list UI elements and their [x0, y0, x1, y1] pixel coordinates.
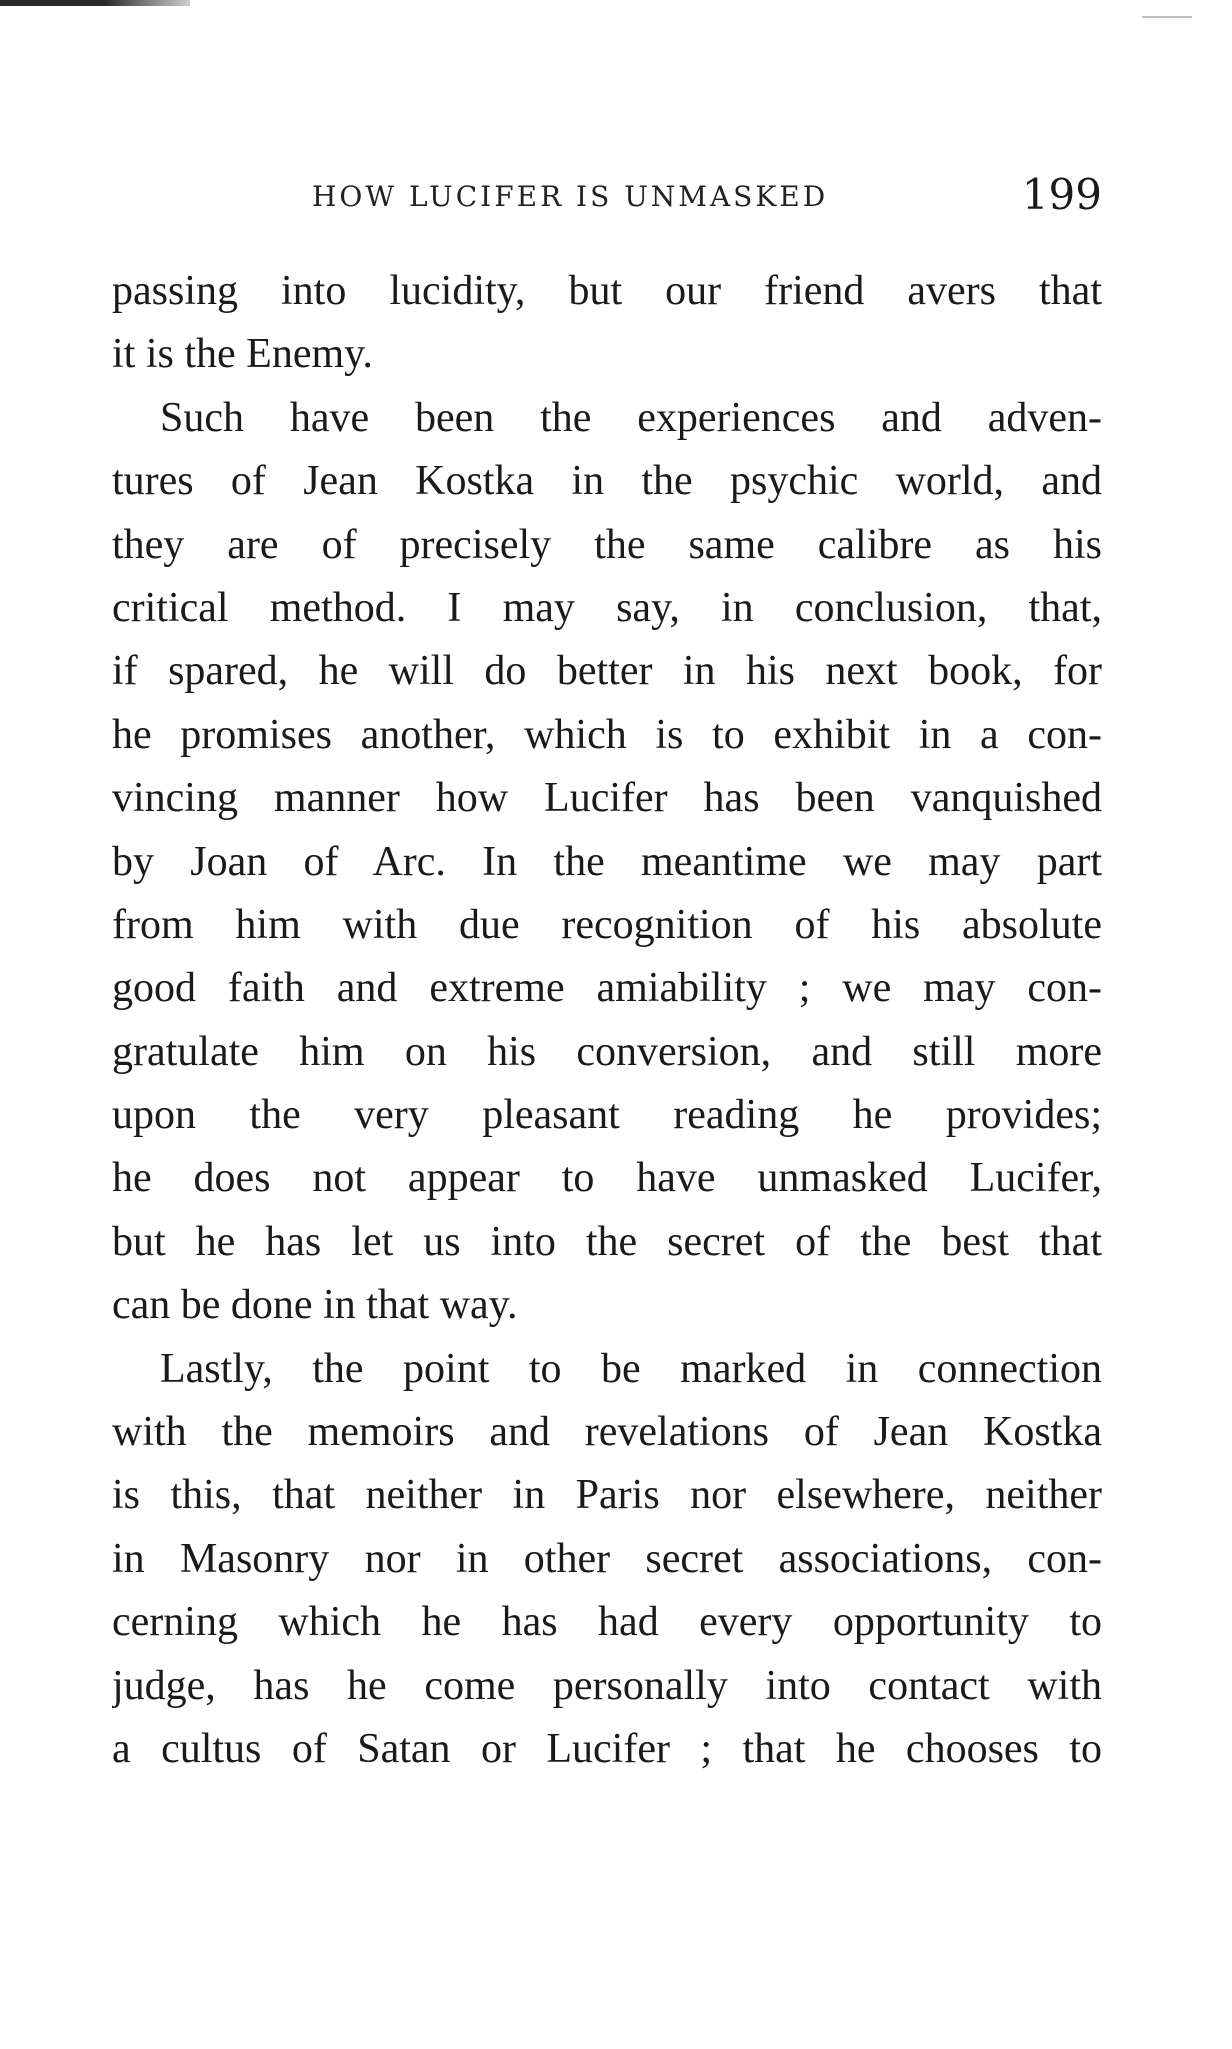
text-line: it is the Enemy.: [112, 331, 373, 378]
text-line: from him with due recognition of his absolute: [112, 901, 1102, 948]
text-line: but he has let us into the secret of the best that: [112, 1218, 1102, 1265]
text-line: tures of Jean Kostka in the psychic world, and: [112, 458, 1102, 505]
text-line: by Joan of Arc. In the meantime we may part: [112, 838, 1102, 885]
text-line: judge, has he come personally into contact with: [112, 1662, 1102, 1709]
text-line: he does not appear to have unmasked Lucifer,: [112, 1155, 1102, 1202]
text-line: is this, that neither in Paris nor elsewhere, neither: [112, 1472, 1102, 1519]
text-line: critical method. I may say, in conclusion, that,: [112, 584, 1102, 631]
scan-edge-mark: [0, 0, 190, 6]
text-line: he promises another, which is to exhibit in a con-: [112, 711, 1102, 758]
page-number: 199: [1021, 170, 1102, 219]
running-head: HOW LUCIFER IS UNMASKED: [312, 180, 829, 213]
text-line: in Masonry nor in other secret associations, con-: [112, 1535, 1102, 1582]
scan-edge-mark-right: [1142, 16, 1192, 18]
body-text: [112, 260, 1102, 1781]
text-line: if spared, he will do better in his next book, for: [112, 648, 1102, 695]
text-line: gratulate him on his conversion, and still more: [112, 1028, 1102, 1075]
page-header: [112, 170, 1102, 230]
text-line: with the memoirs and revelations of Jean Kostka: [112, 1409, 1102, 1456]
text-line: a cultus of Satan or Lucifer ; that he chooses to: [112, 1725, 1102, 1772]
text-line: cerning which he has had every opportunity to: [112, 1599, 1102, 1646]
text-line: Such have been the experiences and adven-: [160, 394, 1102, 441]
text-line: Lastly, the point to be marked in connection: [160, 1345, 1102, 1392]
text-line: good faith and extreme amiability ; we may con-: [112, 965, 1102, 1012]
text-line: passing into lucidity, but our friend avers that: [112, 268, 1102, 314]
text-line: upon the very pleasant reading he provides;: [112, 1092, 1102, 1139]
text-line: can be done in that way.: [112, 1282, 518, 1329]
text-line: vincing manner how Lucifer has been vanquished: [112, 775, 1102, 822]
text-line: they are of precisely the same calibre as his: [112, 521, 1102, 568]
